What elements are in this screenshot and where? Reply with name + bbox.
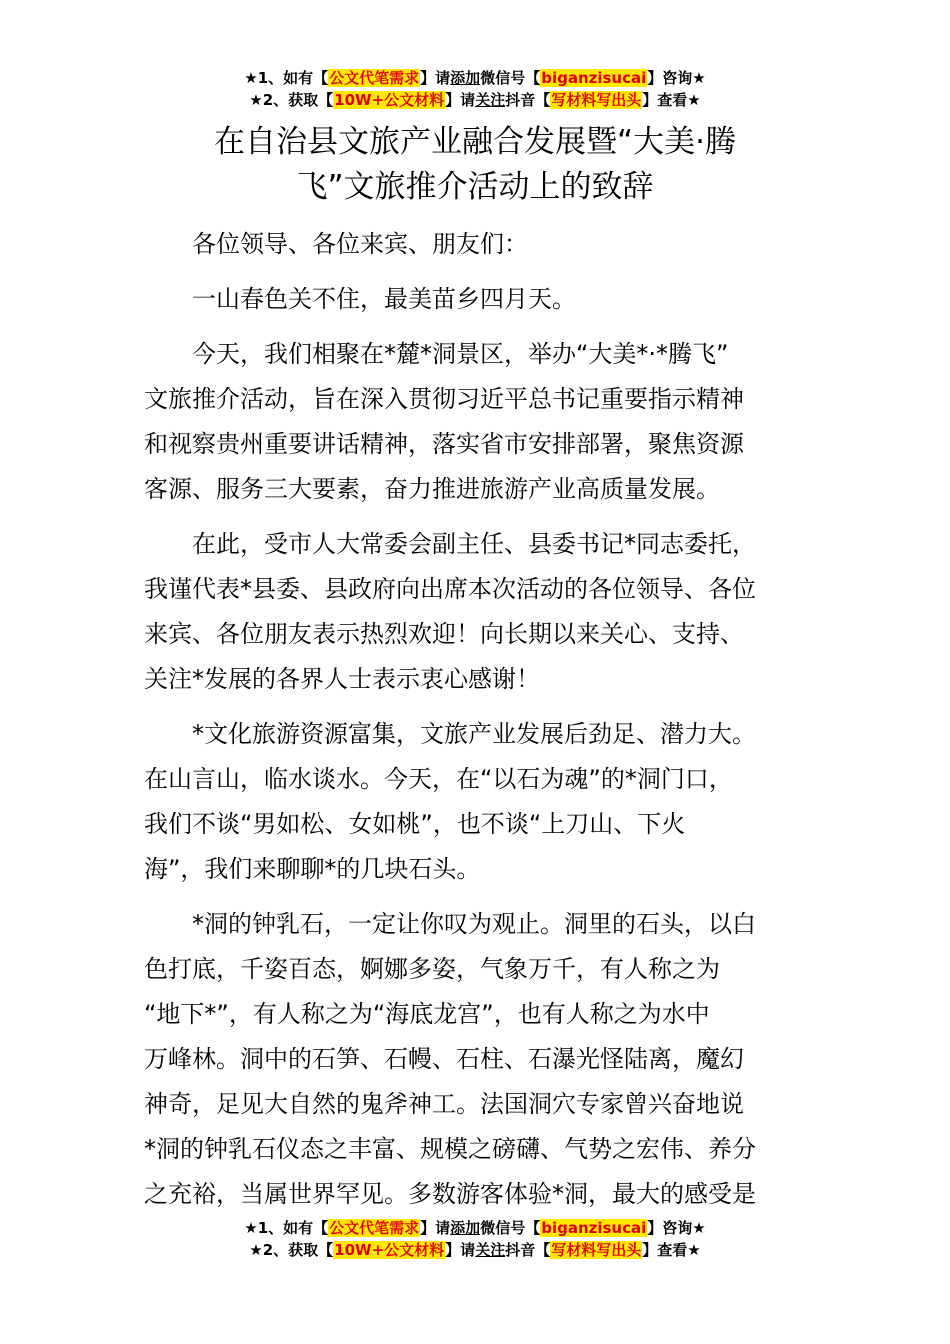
- banner-underlined-text: 添加: [450, 1219, 481, 1237]
- document-body: [144, 222, 808, 1227]
- document-title: [100, 120, 850, 210]
- banner-underlined-text: 关注: [475, 91, 506, 109]
- title-line: 飞”文旅推介活动上的致辞: [296, 169, 654, 205]
- banner-highlight: 写材料写出头: [551, 91, 642, 109]
- text-line: 文旅推介活动，旨在深入贯彻习近平总书记重要指示精神: [144, 385, 744, 413]
- banner-text: 】请: [420, 1219, 451, 1237]
- text-line: 在山言山，临水谈水。今天，在“以石为魂”的*洞门口，: [144, 765, 733, 793]
- star-icon: ★: [244, 69, 258, 87]
- star-icon: ★: [687, 1241, 701, 1259]
- paragraph-opening: [144, 277, 808, 322]
- banner-highlight: biganzisucai: [541, 1219, 647, 1237]
- text-line: *洞的钟乳石仪态之丰富、规模之磅礴、气势之宏伟、养分: [144, 1135, 756, 1163]
- text-line: “地下*”，有人称之为“海底龙宫”，也有人称之为水中: [144, 1000, 710, 1028]
- banner-text: 】请: [445, 1241, 476, 1259]
- banner-text: 】请: [420, 69, 451, 87]
- footer-banner: [0, 1217, 950, 1261]
- text-line: 之充裕，当属世界罕见。多数游客体验*洞，最大的感受是: [144, 1180, 756, 1208]
- banner-highlight: biganzisucai: [541, 69, 647, 87]
- title-line: 在自治县文旅产业融合发展暨“大美·腾: [214, 124, 736, 160]
- text-line: 今天，我们相聚在*麓*洞景区，举办“大美*·*腾飞”: [192, 340, 729, 368]
- banner-text: 】查看: [642, 1241, 688, 1259]
- banner-line-2: [0, 89, 950, 111]
- text-line: 万峰林。洞中的石笋、石幔、石柱、石瀑光怪陆离，魔幻: [144, 1045, 744, 1073]
- banner-underlined-text: 关注: [475, 1241, 506, 1259]
- text-line: 我们不谈“男如松、女如桃”，也不谈“上刀山、下火: [144, 810, 686, 838]
- banner-highlight: 公文代笔需求: [329, 69, 420, 87]
- banner-text: 】咨询: [647, 1219, 693, 1237]
- banner-text: 抖音【: [505, 1241, 551, 1259]
- star-icon: ★: [692, 69, 706, 87]
- text-line: 客源、服务三大要素，奋力推进旅游产业高质量发展。: [144, 475, 720, 503]
- star-icon: ★: [244, 1219, 258, 1237]
- paragraph: [144, 522, 808, 702]
- banner-text: 】咨询: [647, 69, 693, 87]
- text-line: 在此，受市人大常委会副主任、县委书记*同志委托，: [192, 530, 756, 558]
- banner-text: 】查看: [642, 91, 688, 109]
- banner-highlight: 10W+公文材料: [334, 91, 445, 109]
- star-icon: ★: [249, 1241, 263, 1259]
- text-line: 色打底，千姿百态，婀娜多姿，气象万千，有人称之为: [144, 955, 720, 983]
- banner-text: 】请: [445, 91, 476, 109]
- banner-underlined-text: 添加: [450, 69, 481, 87]
- text-line: *文化旅游资源富集，文旅产业发展后劲足、潜力大。: [192, 720, 756, 748]
- text-line: 来宾、各位朋友表示热烈欢迎！向长期以来关心、支持、: [144, 620, 744, 648]
- text-line: 我谨代表*县委、县政府向出席本次活动的各位领导、各位: [144, 575, 756, 603]
- header-banner: [0, 67, 950, 111]
- banner-text: 抖音【: [505, 91, 551, 109]
- text-line: 和视察贵州重要讲话精神，落实省市安排部署，聚焦资源: [144, 430, 744, 458]
- banner-text: 微信号【: [480, 69, 541, 87]
- star-icon: ★: [692, 1219, 706, 1237]
- text-line: 各位领导、各位来宾、朋友们：: [192, 230, 528, 258]
- text-line: 海”，我们来聊聊*的几块石头。: [144, 855, 481, 883]
- banner-text: 2、获取【: [262, 1241, 334, 1259]
- text-line: *洞的钟乳石，一定让你叹为观止。洞里的石头，以白: [192, 910, 756, 938]
- banner-highlight: 写材料写出头: [551, 1241, 642, 1259]
- star-icon: ★: [249, 91, 263, 109]
- banner-text: 1、如有【: [257, 1219, 329, 1237]
- paragraph: [144, 712, 808, 892]
- star-icon: ★: [687, 91, 701, 109]
- paragraph: [144, 902, 808, 1217]
- banner-line-1: [0, 67, 950, 89]
- text-line: 关注*发展的各界人士表示衷心感谢！: [144, 665, 540, 693]
- text-line: 一山春色关不住，最美苗乡四月天。: [192, 285, 576, 313]
- text-line: 神奇，足见大自然的鬼斧神工。法国洞穴专家曾兴奋地说: [144, 1090, 744, 1118]
- banner-line-2: [0, 1239, 950, 1261]
- banner-text: 2、获取【: [262, 91, 334, 109]
- banner-text: 微信号【: [480, 1219, 541, 1237]
- paragraph: [144, 332, 808, 512]
- banner-highlight: 公文代笔需求: [329, 1219, 420, 1237]
- banner-text: 1、如有【: [257, 69, 329, 87]
- banner-line-1: [0, 1217, 950, 1239]
- banner-highlight: 10W+公文材料: [334, 1241, 445, 1259]
- paragraph-salutation: [144, 222, 808, 267]
